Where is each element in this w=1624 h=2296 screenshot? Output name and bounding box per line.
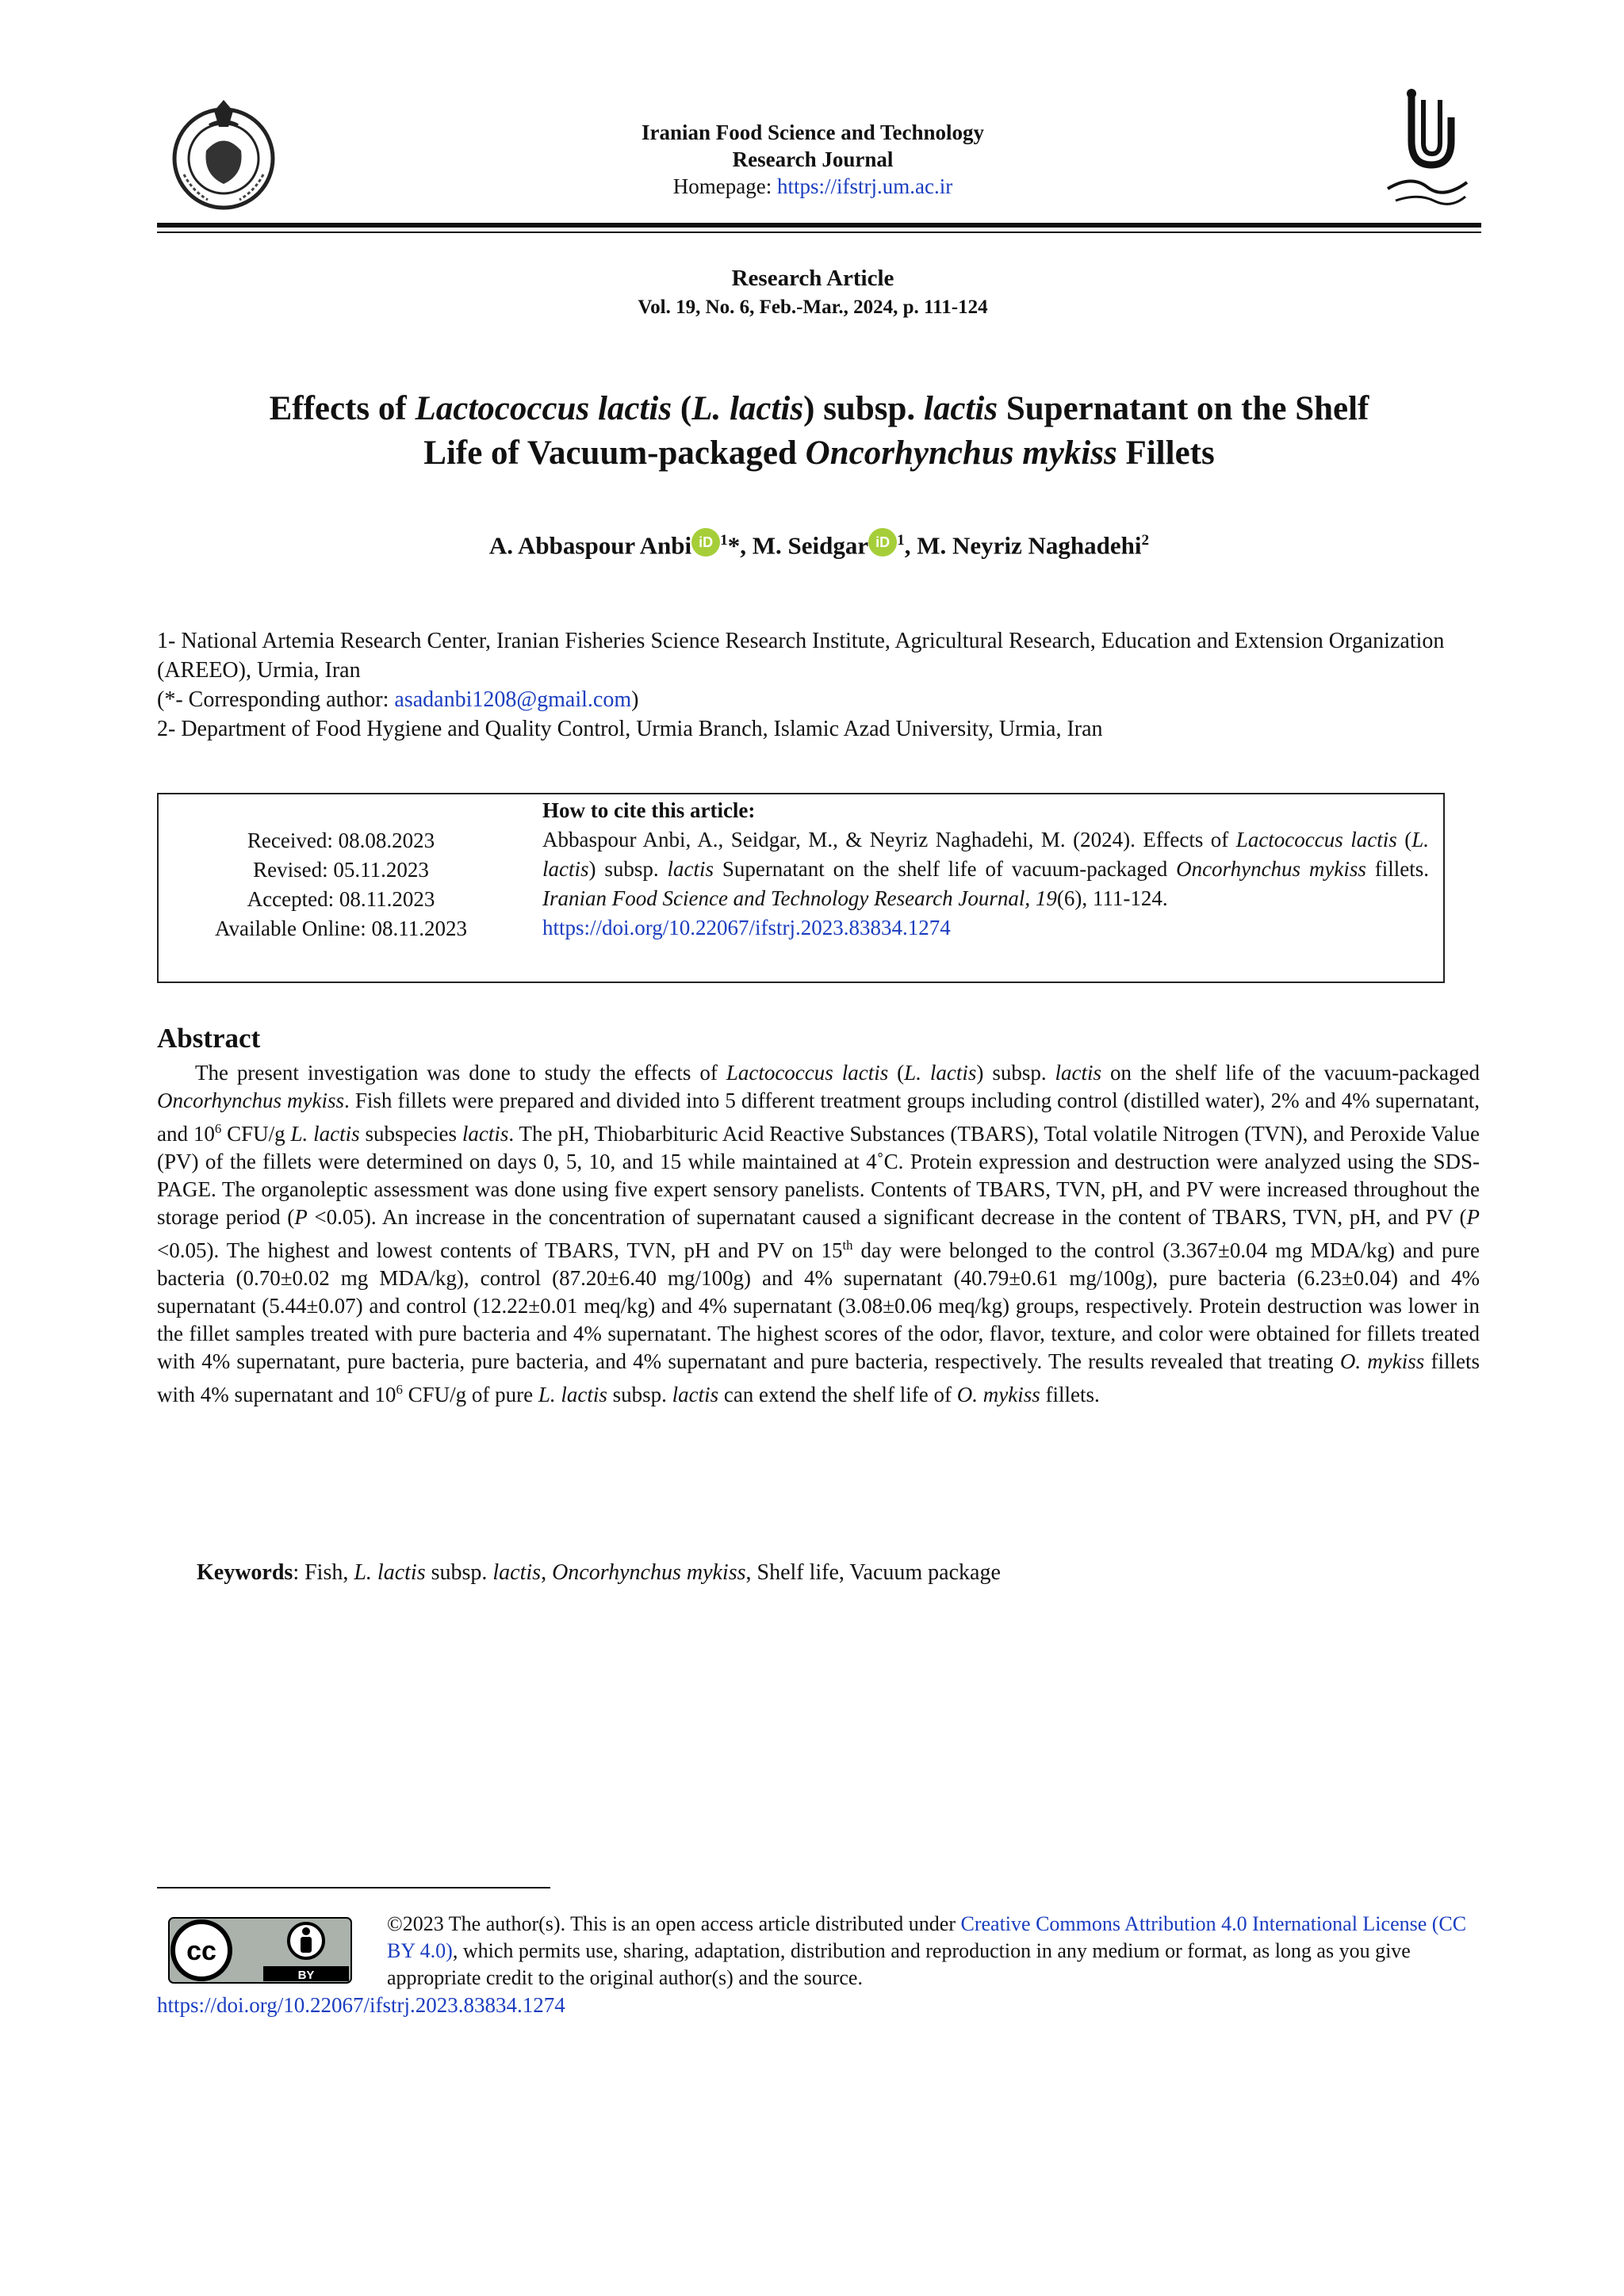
abstract-sup: 6	[214, 1121, 222, 1136]
cite-part: fillets.	[1365, 857, 1429, 881]
license-link[interactable]: Creative Commons Attribution 4.0 International License (CC BY 4.0)	[387, 1912, 1467, 1962]
abstract-italic: O. mykiss	[956, 1383, 1040, 1406]
abstract-italic: L. lactis	[904, 1061, 977, 1085]
abstract-italic: Oncorhynchus mykiss	[157, 1089, 345, 1112]
keywords-text: : Fish,	[293, 1560, 354, 1585]
title-text: Fillets	[1116, 434, 1215, 472]
author-3: M. Neyriz Naghadehi	[917, 531, 1142, 560]
date-revised: Revised: 05.11.2023	[253, 858, 429, 882]
title-text: Supernatant on the Shelf	[998, 390, 1369, 427]
keywords-italic: Oncorhynchus mykiss	[552, 1560, 746, 1585]
cite-part: ) subsp.	[588, 857, 668, 881]
footer-doi-link[interactable]: https://doi.org/10.22067/ifstrj.2023.83834.1274	[157, 1993, 565, 2017]
corr-prefix: (*- Corresponding author:	[157, 687, 395, 712]
cite-doi-link[interactable]: https://doi.org/10.22067/ifstrj.2023.83834.1274	[542, 916, 951, 939]
abstract-text: CFU/g of pure	[402, 1383, 538, 1406]
title-text: (	[672, 390, 692, 427]
keywords-text: , Shelf life, Vacuum package	[745, 1560, 1001, 1585]
abstract-italic: O. mykiss	[1339, 1349, 1425, 1373]
author-1-affil: 1	[720, 532, 728, 549]
keywords-italic: lactis	[492, 1560, 542, 1585]
cite-italic: Iranian Food Science and Technology Research Journal, 19	[542, 886, 1057, 910]
abstract-italic: P	[294, 1205, 308, 1229]
cite-part: (	[1396, 828, 1412, 851]
author-1: A. Abbaspour Anbi	[488, 531, 692, 560]
university-logo	[1380, 86, 1475, 212]
keywords-label: Keywords	[197, 1560, 293, 1585]
abstract-italic: lactis	[1055, 1061, 1102, 1085]
journal-header	[476, 119, 1150, 200]
journal-name-line2: Research Journal	[732, 147, 894, 171]
cite-italic: lactis	[667, 857, 714, 881]
cite-italic: L. lactis	[542, 828, 1429, 881]
how-to-cite	[542, 796, 1429, 943]
abstract-sup: th	[842, 1238, 853, 1253]
abstract-italic: L. lactis	[538, 1383, 607, 1406]
journal-name-line1: Iranian Food Science and Technology	[641, 121, 985, 144]
date-online: Available Online: 08.11.2023	[215, 916, 467, 940]
abstract-text: (	[888, 1061, 905, 1085]
orcid-icon[interactable]: iD	[691, 528, 720, 557]
title-italic: L. lactis	[691, 390, 804, 427]
abstract-italic: P	[1466, 1205, 1480, 1229]
author-list	[159, 523, 1480, 563]
keywords-text: subsp.	[425, 1560, 493, 1585]
cite-italic: Lactococcus lactis	[1235, 828, 1397, 851]
affiliations	[157, 626, 1481, 744]
author-separator: ,	[904, 531, 917, 560]
affiliation-1: 1- National Artemia Research Center, Iranian Fisheries Science Research Institute, Agricultural Research, Education and Extension Organization (AREEO), Urmia, Iran	[157, 629, 1445, 683]
article-dates	[167, 826, 515, 943]
corr-suffix: )	[631, 687, 639, 712]
orcid-icon[interactable]: iD	[868, 528, 897, 557]
title-italic: lactis	[923, 390, 998, 427]
title-text: Life of Vacuum-packaged	[423, 434, 806, 472]
abstract-text: <0.05). An increase in the concentration of supernatant caused a significant decrease in the content of TBARS, TVN, pH, and PV (	[307, 1205, 1467, 1229]
abstract-italic: lactis	[672, 1383, 719, 1406]
abstract-text: CFU/g	[221, 1122, 291, 1146]
license-text: ©2023 The author(s). This is an open access article distributed under	[387, 1912, 961, 1935]
title-text: Effects of	[269, 390, 416, 427]
title-text: ) subsp.	[803, 390, 924, 427]
abstract-text: on the shelf life of the vacuum-packaged	[1101, 1061, 1480, 1085]
abstract-text: . Fish fillets were prepared and divided into 5 different treatment groups including control (distilled water), 2% and 4% supernatant, and 10	[157, 1089, 1480, 1146]
keywords-text: ,	[541, 1560, 553, 1585]
homepage-line	[476, 173, 1150, 200]
affiliation-2: 2- Department of Food Hygiene and Quality Control, Urmia Branch, Islamic Azad University, Urmia, Iran	[157, 717, 1103, 741]
abstract-text: . The pH, Thiobarbituric Acid Reactive Substances (TBARS), Total volatile Nitrogen (TVN), and Peroxide Value (PV) of the fillets were determined on days 0, 5, 10, and 15 while maintained at 4˚C. Protein expression and destruction were analyzed using the SDS-PAGE. The organoleptic assessment was done using five expert sensory panelists. Contents of TBARS, TVN, pH, and PV were increased throughout the storage period (	[157, 1122, 1480, 1229]
author-2-affil: 1	[897, 532, 905, 549]
corresponding-author	[157, 685, 1481, 714]
abstract-text: day were belonged to the control (3.367±0.04 mg MDA/kg) and pure bacteria (0.70±0.02 mg MDA/kg), control (87.20±6.40 mg/100g) and 4% supernatant (40.79±0.61 mg/100g), pure bacteria (6.23±0.04) and 4% supernatant (5.44±0.07) and control (12.22±0.01 meq/kg) and 4% supernatant (3.08±0.06 meq/kg) groups, respectively. Protein destruction was lower in the fillet samples treated with pure bacteria and 4% supernatant. The highest scores of the odor, flavor, texture, and color were obtained for fillets treated with 4% supernatant, pure bacteria, pure bacteria, and 4% supernatant and pure bacteria, respectively. The results revealed that treating	[157, 1238, 1480, 1373]
author-1-star: *,	[727, 531, 753, 560]
corr-email-link[interactable]: asadanbi1208@gmail.com	[394, 687, 632, 712]
abstract-text: subspecies	[359, 1122, 462, 1146]
abstract-italic: lactis	[462, 1122, 509, 1146]
paper-title	[159, 387, 1480, 476]
license-text: , which permits use, sharing, adaptation, distribution and reproduction in any medium or format, as long as you give appropriate credit to the original author(s) and the source.	[387, 1939, 1411, 1989]
abstract-sup: 6	[396, 1382, 403, 1397]
abstract-text: can extend the shelf life of	[718, 1383, 957, 1406]
abstract-text: ) subsp.	[976, 1061, 1055, 1085]
abstract-text: fillets.	[1040, 1383, 1100, 1406]
society-seal-logo	[168, 95, 279, 214]
license-notice	[387, 1911, 1480, 1992]
abstract-body	[157, 1059, 1480, 1409]
abstract-italic: L. lactis	[290, 1122, 360, 1146]
cite-heading: How to cite this article:	[542, 798, 756, 822]
cite-italic: Oncorhynchus mykiss	[1176, 857, 1366, 881]
article-type: Research Article	[731, 266, 894, 291]
keywords	[197, 1559, 1001, 1587]
cc-text: cc	[186, 1936, 216, 1966]
by-text: BY	[297, 1969, 315, 1982]
homepage-label: Homepage:	[672, 174, 777, 198]
volume-info: Vol. 19, No. 6, Feb.-Mar., 2024, p. 111-124	[638, 297, 988, 318]
title-italic: Oncorhynchus mykiss	[805, 434, 1117, 472]
abstract-heading: Abstract	[157, 1023, 261, 1054]
abstract-italic: Lactococcus lactis	[726, 1061, 889, 1085]
header-rule-thin	[157, 232, 1481, 233]
cite-part: Supernatant on the shelf life of vacuum-packaged	[713, 857, 1177, 881]
abstract-text: subsp.	[607, 1383, 672, 1406]
abstract-text: fillets with 4% supernatant and 10	[157, 1349, 1480, 1406]
keywords-italic: L. lactis	[354, 1560, 426, 1585]
title-italic: Lactococcus lactis	[415, 390, 672, 427]
date-received: Received: 08.08.2023	[247, 828, 435, 852]
header-rule-thick	[157, 223, 1481, 228]
abstract-text: The present investigation was done to study the effects of	[195, 1061, 726, 1085]
cc-by-license-icon[interactable]	[168, 1917, 352, 1984]
author-3-affil: 2	[1141, 532, 1150, 549]
date-accepted: Accepted: 08.11.2023	[247, 887, 435, 911]
homepage-link[interactable]: https://ifstrj.um.ac.ir	[776, 174, 953, 198]
footnote-rule	[157, 1887, 550, 1888]
cite-part: Abbaspour Anbi, A., Seidgar, M., & Neyriz Naghadehi, M. (2024). Effects of	[542, 828, 1236, 851]
cite-text	[542, 825, 1429, 913]
cite-part: (6), 111-124.	[1056, 886, 1168, 910]
abstract-text: <0.05). The highest and lowest contents of TBARS, TVN, pH and PV on 15	[157, 1238, 843, 1262]
author-2: M. Seidgar	[752, 531, 869, 560]
